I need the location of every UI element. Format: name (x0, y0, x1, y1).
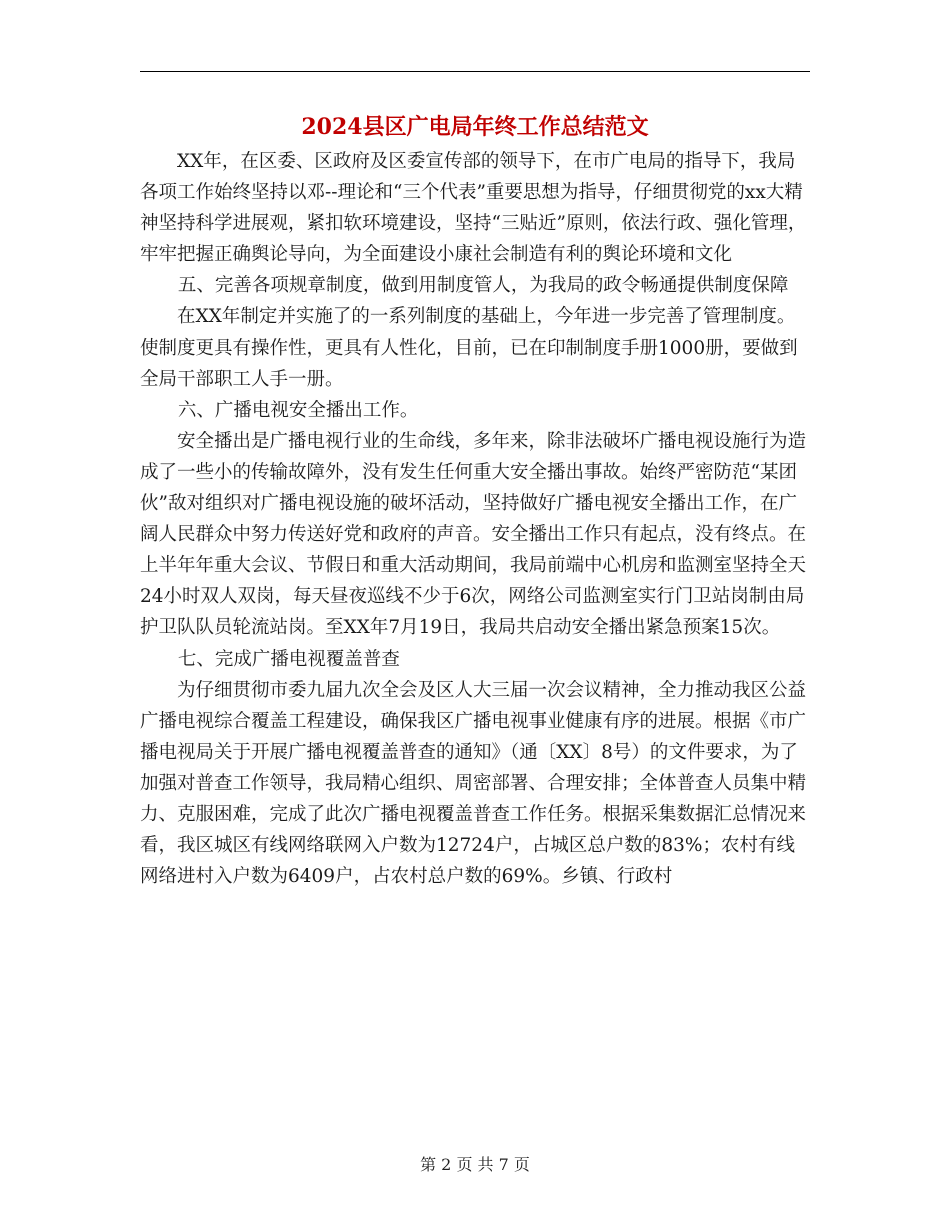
document-title: 2024县区广电局年终工作总结范文 (301, 114, 649, 140)
header-rule (140, 71, 810, 72)
body-paragraph: 在XX年制定并实施了的一系列制度的基础上，今年进一步完善了管理制度。使制度更具有操作性，更具有人性化，目前，已在印制制度手册1000册，要做到全局干部职工人手一册。 (140, 306, 798, 390)
intro-paragraph: XX年，在区委、区政府及区委宣传部的领导下，在市广电局的指导下，我局各项工作始终坚持以邓--理论和“三个代表”重要思想为指导，仔细贯彻党的xx大精神坚持科学进展观，紧扣软环境建设，坚持“三贴近”原则，依法行政、强化管理，牢牢把握正确舆论导向，为全面建设小康社会制造有利的舆论环境和文化 (140, 151, 807, 266)
section-heading-5: 五、完善各项规章制度，做到用制度管人，为我局的政令畅通提供制度保障 (177, 275, 789, 297)
document-body (140, 146, 810, 892)
body-paragraph: 安全播出是广播电视行业的生命线，多年来，除非法破坏广播电视设施行为造成了一些小的传输故障外，没有发生任何重大安全播出事故。始终严密防范“某团伙”敌对组织对广播电视设施的破坏活动，坚持做好广播电视安全播出工作，在广阔人民群众中努力传送好党和政府的声音。安全播出工作只有起点，没有终点。在上半年年重大会议、节假日和重大活动期间，我局前端中心机房和监测室坚持全天24小时双人双岗，每天昼夜巡线不少于6次，网络公司监测室实行门卫站岗制由局护卫队队员轮流站岗。至XX年7月19日，我局共启动安全播出紧急预案15次。 (140, 430, 807, 639)
section-heading-7: 七、完成广播电视覆盖普查 (177, 648, 400, 670)
page-number-footer: 第 2 页 共 7 页 (420, 1155, 530, 1174)
body-paragraph: 为仔细贯彻市委九届九次全会及区人大三届一次会议精神，全力推动我区公益广播电视综合覆盖工程建设，确保我区广播电视事业健康有序的进展。根据《市广播电视局关于开展广播电视覆盖普查的通知》（通〔XX〕8号）的文件要求，为了加强对普查工作领导，我局精心组织、周密部署、合理安排；全体普查人员集中精力、克服困难，完成了此次广播电视覆盖普查工作任务。根据采集数据汇总情况来看，我区城区有线网络联网入户数为12724户，占城区总户数的83%；农村有线网络进村入户数为6409户，占农村总户数的69%。乡镇、行政村 (140, 679, 807, 888)
section-heading-6: 六、广播电视安全播出工作。 (177, 399, 419, 421)
